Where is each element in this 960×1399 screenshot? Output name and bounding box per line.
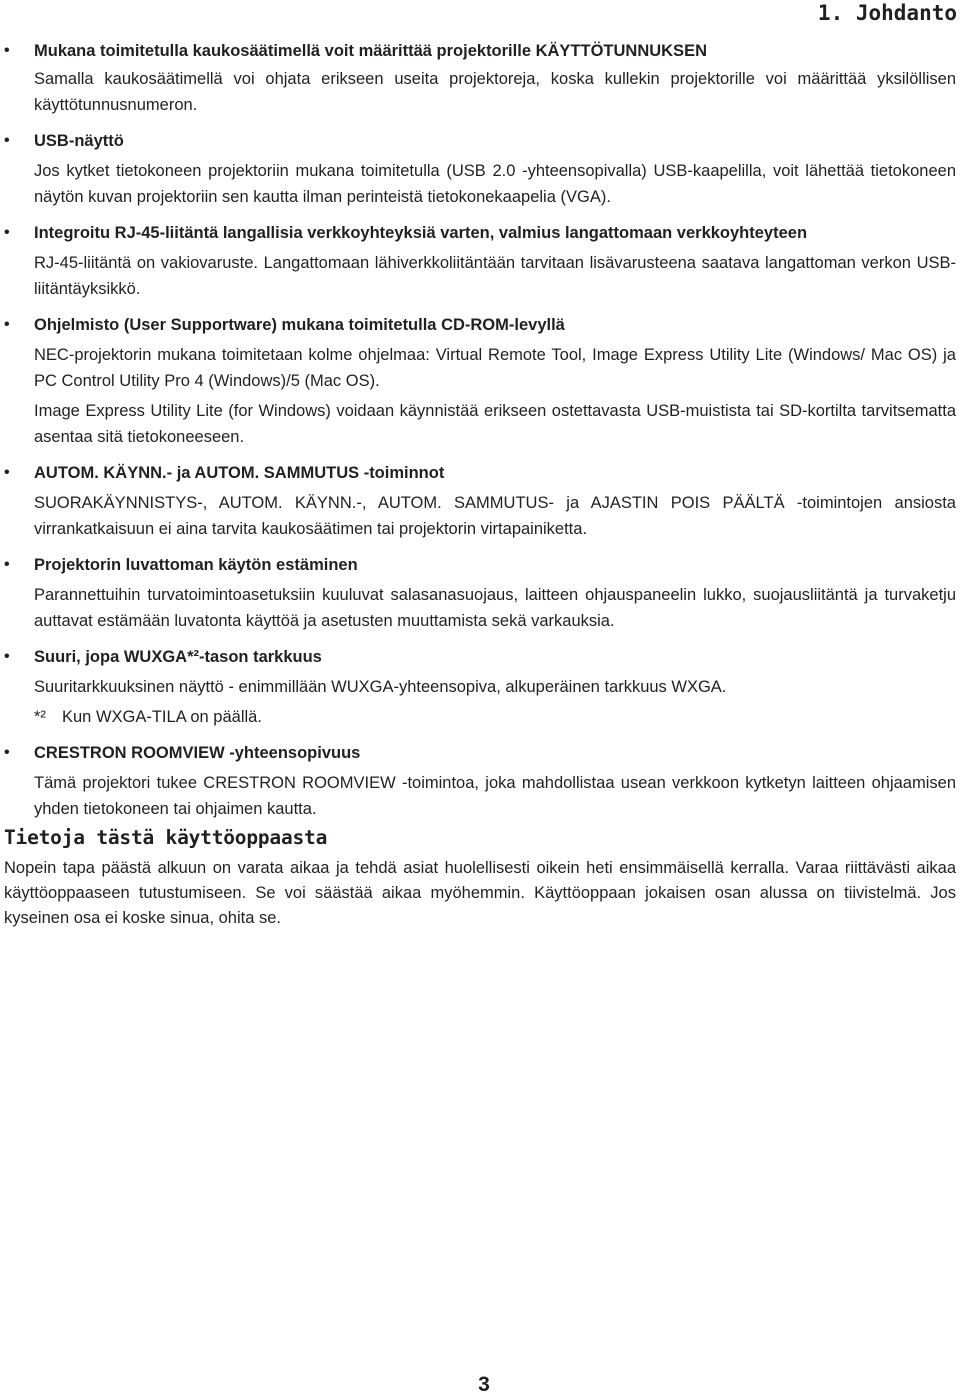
bullet-icon: •	[4, 224, 10, 241]
feature-title: Mukana toimitetulla kaukosäätimellä voit määrittää projektorille KÄYTTÖTUNNUKSEN	[34, 42, 707, 60]
feature-paragraph: Parannettuihin turvatoimintoasetuksiin kuuluvat salasanasuojaus, laitteen ohjauspaneelin lukko, suojausliitäntä ja turvaketju auttavat estämään luvatonta käyttöä ja asetusten muuttamista sekä varkauksia.	[34, 586, 956, 630]
feature-title: Suuri, jopa WUXGA*²-tason tarkkuus	[34, 648, 322, 666]
bullet-icon: •	[4, 464, 10, 481]
feature-paragraph: Jos kytket tietokoneen projektoriin mukana toimitetulla (USB 2.0 -yhteensopivalla) USB-kaapelilla, voit lähettää tietokoneen näytön kuvan projektoriin sen kautta ilman perinteistä tietokonekaapelia (VGA).	[34, 162, 956, 206]
feature-title: Ohjelmisto (User Supportware) mukana toimitetulla CD-ROM-levyllä	[34, 316, 565, 334]
feature-item	[0, 312, 960, 450]
footnote-text: Kun WXGA-TILA on päällä.	[62, 708, 262, 726]
feature-paragraph: Tämä projektori tukee CRESTRON ROOMVIEW -toimintoa, joka mahdollistaa usean verkkoon kytketyn laitteen ohjaamisen yhden tietokoneen tai ohjaimen kautta.	[34, 774, 956, 818]
feature-paragraph: Image Express Utility Lite (for Windows) voidaan käynnistää erikseen ostettavasta USB-muistista tai SD-kortilta tarvitsematta asentaa sitä tietokoneeseen.	[34, 402, 956, 446]
feature-item	[0, 552, 960, 634]
bullet-icon: •	[4, 744, 10, 761]
feature-paragraph: SUORAKÄYNNISTYS-, AUTOM. KÄYNN.-, AUTOM. SAMMUTUS- ja AJASTIN POIS PÄÄLTÄ -toimintojen ansiosta virrankatkaisuun ei aina tarvita kaukosäätimen tai projektorin virtapainiketta.	[34, 494, 956, 538]
feature-item	[0, 740, 960, 822]
footnote	[34, 704, 956, 730]
feature-item	[0, 460, 960, 542]
feature-item	[0, 644, 960, 730]
feature-title: AUTOM. KÄYNN.- ja AUTOM. SAMMUTUS -toiminnot	[34, 464, 445, 482]
section-body: Nopein tapa päästä alkuun on varata aikaa ja tehdä asiat huolellisesti oikein heti ensimmäisellä kerralla. Varaa riittävästi aikaa käyttöoppaaseen tutustumiseen. Se voi säästää aikaa myöhemmin. Käyttöoppaan jokaisen osan alussa on tiivistelmä. Jos kyseinen osa ei koske sinua, ohita se.	[4, 859, 956, 927]
feature-paragraph: NEC-projektorin mukana toimitetaan kolme ohjelmaa: Virtual Remote Tool, Image Express Utility Lite (Windows/ Mac OS) ja PC Control Utility Pro 4 (Windows)/5 (Mac OS).	[34, 346, 956, 390]
feature-paragraph: Samalla kaukosäätimellä voi ohjata erikseen useita projektoreja, koska kullekin projektorille voi määrittää yksilöllisen käyttötunnusnumeron.	[34, 70, 956, 114]
feature-title: Projektorin luvattoman käytön estäminen	[34, 556, 358, 574]
feature-item	[0, 128, 960, 210]
bullet-icon: •	[4, 648, 10, 665]
bullet-icon: •	[4, 42, 10, 59]
feature-title: USB-näyttö	[34, 132, 124, 150]
feature-title: CRESTRON ROOMVIEW -yhteensopivuus	[34, 744, 361, 762]
feature-item	[0, 220, 960, 302]
section-heading: Tietoja tästä käyttöoppaasta	[4, 826, 328, 849]
bullet-icon: •	[4, 556, 10, 573]
feature-item	[0, 38, 960, 118]
page-number: 3	[478, 1373, 490, 1396]
bullet-icon: •	[4, 132, 10, 149]
bullet-icon: •	[4, 316, 10, 333]
feature-title: Integroitu RJ-45-liitäntä langallisia verkkoyhteyksiä varten, valmius langattomaan verkkoyhteyteen	[34, 224, 808, 242]
feature-list	[0, 38, 960, 832]
chapter-title: 1. Johdanto	[817, 1, 957, 25]
feature-paragraph: Suuritarkkuuksinen näyttö - enimmillään WUXGA-yhteensopiva, alkuperäinen tarkkuus WXGA.	[34, 678, 727, 696]
footnote-mark: *²	[34, 708, 46, 726]
feature-paragraph: RJ-45-liitäntä on vakiovaruste. Langattomaan lähiverkkoliitäntään tarvitaan lisävarusteena saatava langattoman verkon USB-liitäntäyksikkö.	[34, 254, 956, 298]
